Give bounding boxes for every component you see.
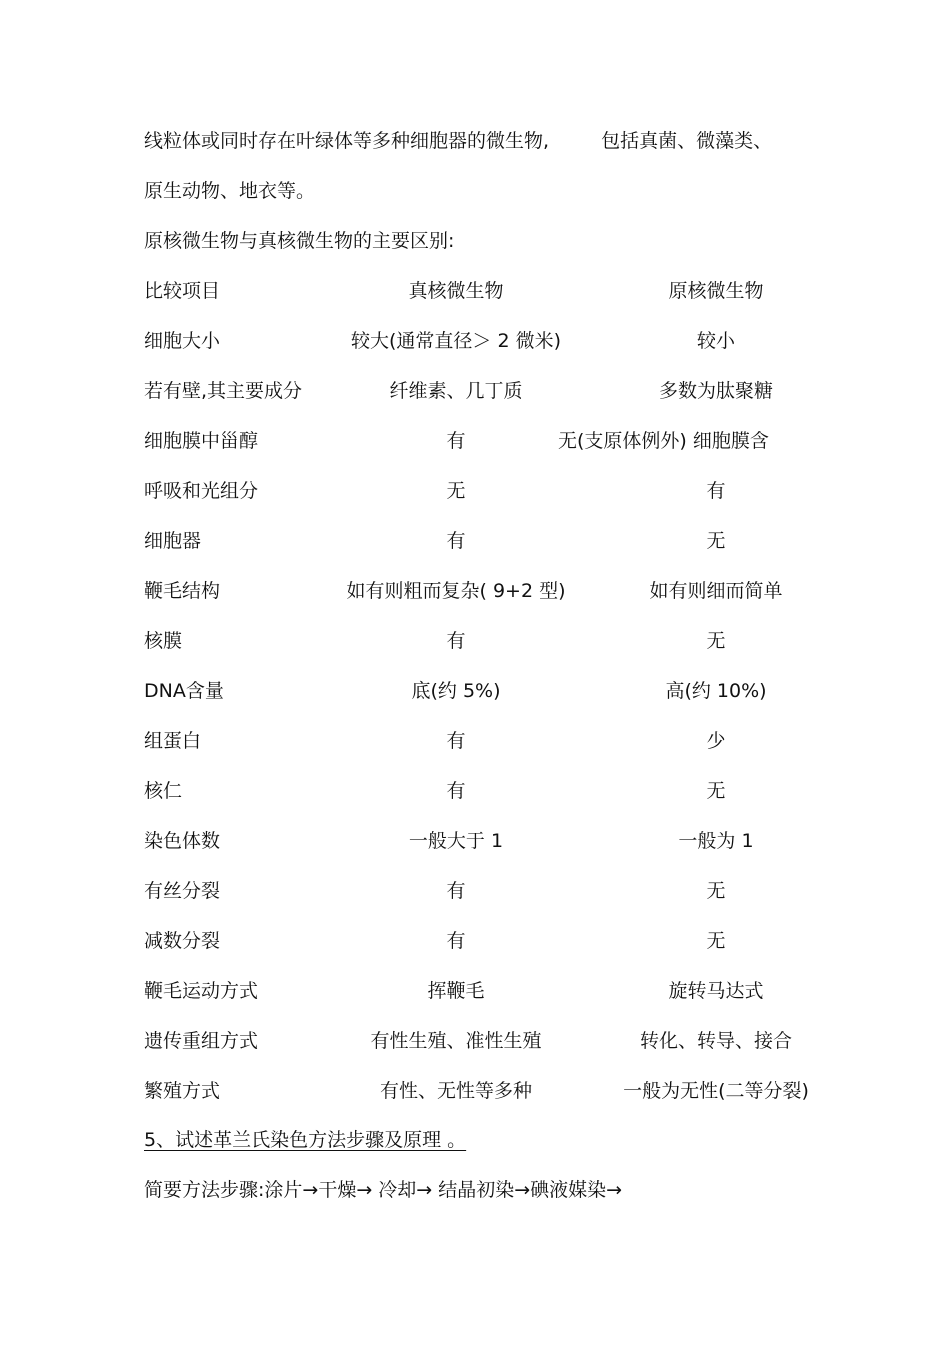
table-cell: 染色体数 <box>144 830 221 852</box>
table-cell: 有性生殖、准性生殖 <box>370 1030 542 1052</box>
table-cell: 无(支原体例外) 细胞膜含 <box>558 430 769 452</box>
table-header-cell: 原核微生物 <box>668 280 764 302</box>
intro-line-2: 原生动物、地衣等。 <box>144 180 316 202</box>
table-cell: 细胞器 <box>144 530 202 552</box>
table-cell: 一般大于 1 <box>408 830 504 852</box>
table-header-cell: 真核微生物 <box>408 280 504 302</box>
table-cell: 有 <box>446 630 466 652</box>
table-cell: 组蛋白 <box>144 730 202 752</box>
table-cell: 底(约 5%) <box>411 680 501 702</box>
table-row <box>0 379 950 405</box>
table-row <box>0 529 950 555</box>
table-cell: 无 <box>446 480 466 502</box>
table-cell: 有 <box>446 780 466 802</box>
table-row <box>0 779 950 805</box>
table-row <box>0 579 950 605</box>
table-cell: 遗传重组方式 <box>144 1030 259 1052</box>
intro-line-3: 原核微生物与真核微生物的主要区别: <box>144 230 455 252</box>
table-row <box>0 679 950 705</box>
table-row <box>0 979 950 1005</box>
question-steps: 简要方法步骤:涂片→干燥→ 冷却→ 结晶初染→碘液媒染→ <box>144 1179 623 1201</box>
question-heading: 5、试述革兰氏染色方法步骤及原理 。 <box>144 1129 467 1151</box>
table-cell: 挥鞭毛 <box>427 980 485 1002</box>
table-cell: 核仁 <box>144 780 183 802</box>
table-cell: 一般为 1 <box>678 830 754 852</box>
table-cell: 鞭毛结构 <box>144 580 221 602</box>
table-cell: 细胞大小 <box>144 330 221 352</box>
table-cell: 若有壁,其主要成分 <box>144 380 303 402</box>
table-cell: 较大(通常直径＞ 2 微米) <box>351 330 561 352</box>
table-cell: 有性、无性等多种 <box>379 1080 533 1102</box>
table-cell: 有 <box>446 730 466 752</box>
table-cell: 有 <box>446 880 466 902</box>
table-row <box>0 929 950 955</box>
table-cell: 纤维素、几丁质 <box>389 380 523 402</box>
table-row <box>0 879 950 905</box>
table-cell: 少 <box>706 730 726 752</box>
table-cell: 减数分裂 <box>144 930 221 952</box>
intro-line-1-part-a: 线粒体或同时存在叶绿体等多种细胞器的微生物, <box>144 130 550 152</box>
table-cell: DNA含量 <box>144 680 224 702</box>
table-cell: 细胞膜中甾醇 <box>144 430 259 452</box>
table-cell: 有 <box>446 930 466 952</box>
table-cell: 有丝分裂 <box>144 880 221 902</box>
table-cell: 有 <box>446 430 466 452</box>
table-cell: 核膜 <box>144 630 183 652</box>
table-cell: 有 <box>446 530 466 552</box>
table-row <box>0 1029 950 1055</box>
table-cell: 有 <box>706 480 726 502</box>
table-row <box>0 479 950 505</box>
table-header-cell: 比较项目 <box>144 280 221 302</box>
table-row <box>0 629 950 655</box>
table-cell: 无 <box>706 880 726 902</box>
table-cell: 无 <box>706 780 726 802</box>
table-cell: 多数为肽聚糖 <box>658 380 774 402</box>
table-header-row <box>0 279 950 305</box>
table-cell: 旋转马达式 <box>668 980 764 1002</box>
table-cell: 一般为无性(二等分裂) <box>623 1080 809 1102</box>
table-cell: 如有则粗而复杂( 9+2 型) <box>346 580 566 602</box>
table-cell: 无 <box>706 530 726 552</box>
table-cell: 高(约 10%) <box>665 680 767 702</box>
table-cell: 无 <box>706 630 726 652</box>
table-row <box>0 829 950 855</box>
table-cell: 无 <box>706 930 726 952</box>
table-row <box>0 429 950 455</box>
table-cell: 如有则细而简单 <box>649 580 783 602</box>
table-cell: 较小 <box>696 330 736 352</box>
table-row <box>0 329 950 355</box>
table-cell: 呼吸和光组分 <box>144 480 259 502</box>
table-row <box>0 1079 950 1105</box>
table-cell: 繁殖方式 <box>144 1080 221 1102</box>
table-cell: 鞭毛运动方式 <box>144 980 259 1002</box>
intro-line-1 <box>144 129 772 153</box>
table-row <box>0 729 950 755</box>
intro-line-1-part-b: 包括真菌、微藻类、 <box>601 130 773 152</box>
table-cell: 转化、转导、接合 <box>639 1030 793 1052</box>
